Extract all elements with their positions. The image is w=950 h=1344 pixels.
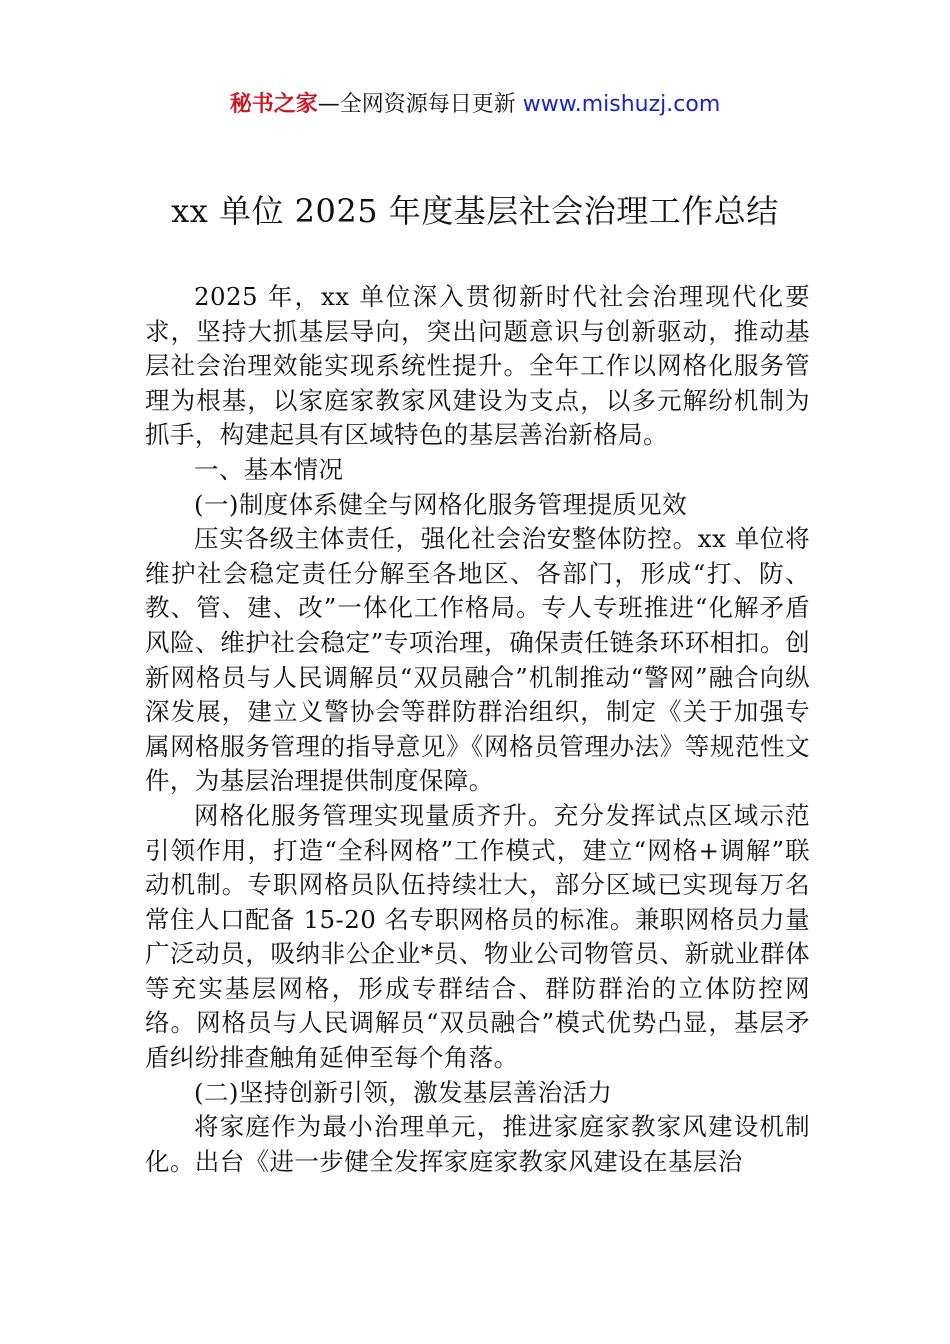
site-slogan: —全网资源每日更新 [317, 92, 523, 117]
document-title: xx 单位 2025 年度基层社会治理工作总结 [171, 192, 779, 230]
site-url-link[interactable]: www.mishuzj.com [522, 92, 721, 117]
body-paragraph-grid-management: 网格化服务管理实现量质齐升。充分发挥试点区域示范引领作用，打造“全科网格”工作模式，建立“网格+调解”联动机制。专职网格员队伍持续壮大，部分区域已实现每万名常住人口配备 15-20 名专职网格员的标准。兼职网格员力量广泛动员，吸纳非公企业*员、物业公司物管员、新就业群体等充实基层网格，形成专群结合、群防群治的立体防控网络。网格员与人民调解员“双员融合”模式优势凸显，基层矛盾纠纷排查触角延伸至每个角落。 [145, 800, 810, 1073]
section-heading-basic-situation: 一、基本情况 [194, 454, 344, 484]
body-paragraph-family: 将家庭作为最小治理单元，推进家庭家教家风建设机制化。出台《进一步健全发挥家庭家教家风建设在基层治 [145, 1112, 810, 1176]
document-body [145, 280, 810, 1179]
body-paragraph-responsibility: 压实各级主体责任，强化社会治安整体防控。xx 单位将维护社会稳定责任分解至各地区、各部门，形成“打、防、教、管、建、改”一体化工作格局。专人专班推进“化解矛盾风险、维护社会稳定”专项治理，确保责任链条环环相扣。创新网格员与人民调解员“双员融合”机制推动“警网”融合向纵深发展，建立义警协会等群防群治组织，制定《关于加强专属网格服务管理的指导意见》《网格员管理办法》等规范性文件，为基层治理提供制度保障。 [145, 524, 810, 796]
site-brand-name: 秘书之家 [229, 92, 318, 117]
site-header-banner [0, 88, 950, 122]
subsection-heading-1: (一)制度体系健全与网格化服务管理提质见效 [194, 489, 688, 519]
subsection-heading-2: (二)坚持创新引领，激发基层善治活力 [194, 1077, 613, 1107]
intro-paragraph: 2025 年，xx 单位深入贯彻新时代社会治理现代化要求，坚持大抓基层导向，突出问题意识与创新驱动，推动基层社会治理效能实现系统性提升。全年工作以网格化服务管理为根基，以家庭家教家风建设为支点，以多元解纷机制为抓手，构建起具有区域特色的基层善治新格局。 [145, 282, 810, 450]
